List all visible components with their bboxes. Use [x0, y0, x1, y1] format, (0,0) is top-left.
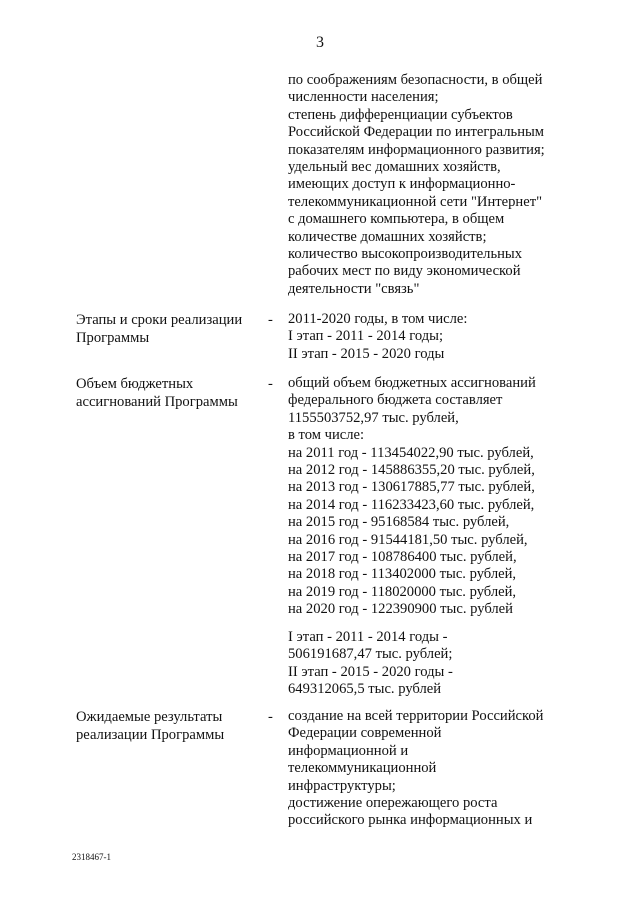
label-line: Этапы и сроки реализации [76, 312, 243, 328]
document-code: 2318467-1 [72, 852, 111, 862]
text-line: удельный вес домашних хозяйств, [288, 159, 501, 176]
text-line: 1155503752,97 тыс. рублей, [288, 409, 459, 426]
text-line: в том числе: [288, 427, 365, 444]
text-line: показателям информационного развития; [288, 141, 545, 158]
text-line: на 2018 год - 113402000 тыс. рублей, [288, 566, 517, 583]
label-line: ассигнований Программы [76, 394, 238, 410]
text-line [288, 619, 588, 629]
text-line: количество высокопроизводительных [288, 246, 523, 263]
dash-separator: - [268, 312, 273, 328]
text-line: I этап - 2011 - 2014 годы - [288, 628, 448, 645]
text-line: на 2014 год - 116233423,60 тыс. рублей, [288, 496, 535, 513]
text-line: инфраструктуры; [288, 777, 396, 794]
label-line: Программы [76, 330, 150, 346]
text-line: 2011-2020 годы, в том числе: [288, 311, 468, 327]
section-value [288, 375, 588, 698]
text-line: российского рынка информационных и [288, 812, 533, 829]
section-label [76, 708, 266, 744]
text-line: Российской Федерации по интегральным [288, 124, 545, 141]
text-line: информационной и [288, 742, 409, 759]
text-line: создание на всей территории Российской [288, 708, 544, 724]
text-line: численности населения; [288, 89, 439, 106]
text-line: на 2019 год - 118020000 тыс. рублей, [288, 583, 517, 600]
dash-separator: - [268, 376, 273, 392]
text-line: общий объем бюджетных ассигнований [288, 375, 536, 391]
section-value [288, 311, 588, 363]
text-line: Федерации современной [288, 725, 442, 742]
text-line: с домашнего компьютера, в общем [288, 211, 505, 228]
text-line: телекоммуникационной сети "Интернет" [288, 193, 543, 210]
label-line: реализации Программы [76, 727, 225, 743]
text-line: федерального бюджета составляет [288, 392, 503, 409]
text-line: 506191687,47 тыс. рублей; [288, 646, 453, 663]
text-line: 649312065,5 тыс. рублей [288, 680, 442, 697]
text-line: I этап - 2011 - 2014 годы; [288, 328, 444, 345]
text-line: по соображениям безопасности, в общей [288, 72, 543, 88]
continuation-text [288, 72, 588, 298]
text-line: степень дифференциации субъектов [288, 106, 513, 123]
section-label [76, 311, 266, 347]
text-line: на 2015 год - 95168584 тыс. рублей, [288, 514, 510, 531]
text-line: на 2011 год - 113454022,90 тыс. рублей, [288, 444, 534, 461]
page-number: 3 [316, 34, 324, 51]
text-line: II этап - 2015 - 2020 годы [288, 345, 445, 362]
text-line: телекоммуникационной [288, 760, 437, 777]
text-line: на 2016 год - 91544181,50 тыс. рублей, [288, 531, 528, 548]
label-line: Ожидаемые результаты [76, 709, 223, 725]
text-line: на 2017 год - 108786400 тыс. рублей, [288, 549, 517, 566]
text-line: на 2012 год - 145886355,20 тыс. рублей, [288, 462, 535, 479]
dash-separator: - [268, 709, 273, 725]
text-line: имеющих доступ к информационно- [288, 176, 516, 193]
text-line: достижение опережающего роста [288, 795, 498, 812]
text-line: деятельности "связь" [288, 280, 420, 297]
text-line: на 2020 год - 122390900 тыс. рублей [288, 601, 513, 618]
text-line: на 2013 год - 130617885,77 тыс. рублей, [288, 479, 535, 496]
section-label [76, 375, 266, 411]
section-value [288, 708, 588, 830]
text-line: рабочих мест по виду экономической [288, 263, 521, 280]
text-line: количестве домашних хозяйств; [288, 228, 487, 245]
label-line: Объем бюджетных [76, 376, 194, 392]
text-line: II этап - 2015 - 2020 годы - [288, 663, 453, 680]
